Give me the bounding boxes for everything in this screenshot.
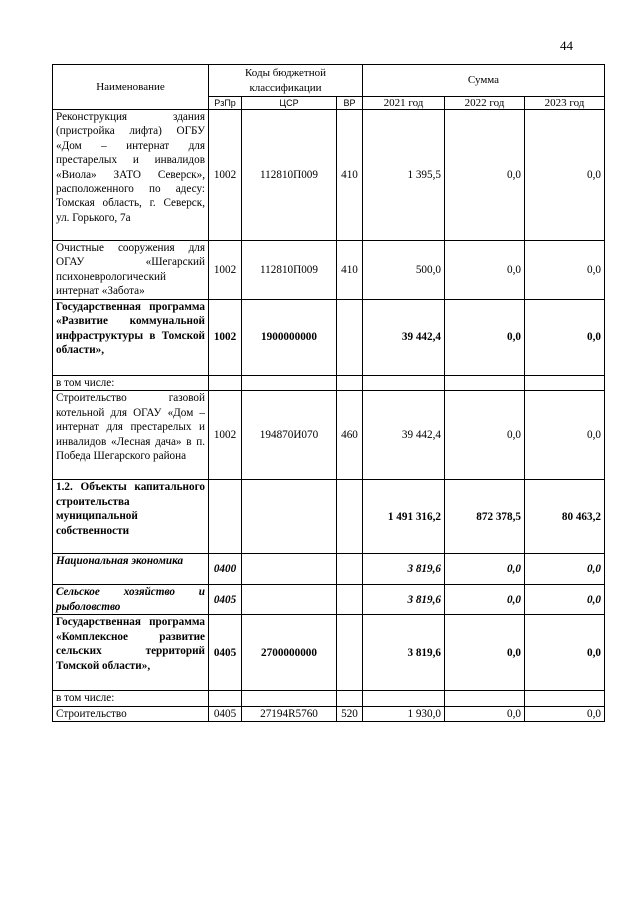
row-name: Реконструкция здания (пристройка лифта) ОГБУ «Дом – интернат для престарелых и инвалидов «Виола» ЗАТО Северск», расположенного по адесу: Томская область, г. Северск, ул. Горького, 7а — [53, 110, 209, 241]
header-csr: ЦСР — [242, 97, 337, 110]
row-2023 — [525, 691, 605, 706]
row-2022: 0,0 — [445, 706, 525, 721]
row-name: Национальная экономика — [53, 554, 209, 585]
row-2023: 0,0 — [525, 615, 605, 691]
table-row — [53, 585, 605, 615]
row-vr: 410 — [337, 241, 363, 300]
row-rzpr: 1002 — [209, 300, 242, 376]
row-2021: 39 442,4 — [363, 391, 445, 480]
row-rzpr — [209, 376, 242, 391]
header-year-2023: 2023 год — [525, 97, 605, 110]
row-2022: 0,0 — [445, 110, 525, 241]
row-name: в том числе: — [53, 376, 209, 391]
row-2023: 0,0 — [525, 241, 605, 300]
row-rzpr — [209, 480, 242, 554]
row-2023: 0,0 — [525, 554, 605, 585]
row-vr: 460 — [337, 391, 363, 480]
row-2023: 0,0 — [525, 391, 605, 480]
header-year-2021: 2021 год — [363, 97, 445, 110]
row-csr — [242, 376, 337, 391]
row-vr — [337, 615, 363, 691]
table-row — [53, 480, 605, 554]
row-vr — [337, 554, 363, 585]
row-name: Государственная программа «Развитие коммунальной инфраструктуры в Томской области», — [53, 300, 209, 376]
row-name: Государственная программа «Комплексное развитие сельских территорий Томской области», — [53, 615, 209, 691]
row-name: Сельское хозяйство и рыболовство — [53, 585, 209, 615]
row-rzpr: 0405 — [209, 706, 242, 721]
row-2021: 3 819,6 — [363, 585, 445, 615]
row-2022 — [445, 376, 525, 391]
row-vr — [337, 300, 363, 376]
row-rzpr: 1002 — [209, 110, 242, 241]
header-name: Наименование — [53, 65, 209, 110]
row-csr: 112810П009 — [242, 241, 337, 300]
row-2021: 1 930,0 — [363, 706, 445, 721]
row-2021: 1 395,5 — [363, 110, 445, 241]
row-csr — [242, 691, 337, 706]
row-csr — [242, 554, 337, 585]
row-2023: 0,0 — [525, 110, 605, 241]
row-name: Строительство — [53, 706, 209, 721]
row-csr: 2700000000 — [242, 615, 337, 691]
row-2022: 0,0 — [445, 585, 525, 615]
header-row-1 — [53, 65, 605, 97]
table-row — [53, 615, 605, 691]
row-csr: 1900000000 — [242, 300, 337, 376]
header-sum: Сумма — [363, 65, 605, 97]
row-vr — [337, 376, 363, 391]
row-rzpr: 0405 — [209, 585, 242, 615]
row-csr — [242, 585, 337, 615]
table-row — [53, 300, 605, 376]
table-row — [53, 110, 605, 241]
row-2021: 1 491 316,2 — [363, 480, 445, 554]
row-2022: 0,0 — [445, 241, 525, 300]
header-vr: ВР — [337, 97, 363, 110]
table-row — [53, 391, 605, 480]
row-2021: 3 819,6 — [363, 615, 445, 691]
row-2022: 0,0 — [445, 391, 525, 480]
row-vr — [337, 480, 363, 554]
row-2021 — [363, 691, 445, 706]
row-2023: 80 463,2 — [525, 480, 605, 554]
row-rzpr: 1002 — [209, 391, 242, 480]
row-csr: 27194R5760 — [242, 706, 337, 721]
table-row — [53, 691, 605, 706]
row-vr: 520 — [337, 706, 363, 721]
row-csr — [242, 480, 337, 554]
row-rzpr: 0405 — [209, 615, 242, 691]
row-2022: 0,0 — [445, 615, 525, 691]
row-2021: 39 442,4 — [363, 300, 445, 376]
table-row — [53, 376, 605, 391]
row-2023 — [525, 376, 605, 391]
row-rzpr: 0400 — [209, 554, 242, 585]
row-2023: 0,0 — [525, 706, 605, 721]
row-csr: 112810П009 — [242, 110, 337, 241]
row-2022: 0,0 — [445, 300, 525, 376]
budget-table — [52, 64, 605, 722]
row-vr — [337, 585, 363, 615]
row-vr: 410 — [337, 110, 363, 241]
row-rzpr — [209, 691, 242, 706]
row-2022: 0,0 — [445, 554, 525, 585]
row-csr: 194870И070 — [242, 391, 337, 480]
table-row — [53, 706, 605, 721]
row-name: 1.2. Объекты капитального строительства муниципальной собственности — [53, 480, 209, 554]
row-name: Строительство газовой котельной для ОГАУ «Дом – интернат для престарелых и инвалидов «Лесная дача» в п. Победа Шегарского района — [53, 391, 209, 480]
header-rzpr: РзПр — [209, 97, 242, 110]
row-2023: 0,0 — [525, 300, 605, 376]
row-2022: 872 378,5 — [445, 480, 525, 554]
row-rzpr: 1002 — [209, 241, 242, 300]
row-2023: 0,0 — [525, 585, 605, 615]
row-2022 — [445, 691, 525, 706]
row-name: в том числе: — [53, 691, 209, 706]
page-number: 44 — [560, 38, 573, 53]
row-2021: 500,0 — [363, 241, 445, 300]
table-row — [53, 241, 605, 300]
row-vr — [337, 691, 363, 706]
header-codes: Коды бюджетной классификации — [209, 65, 363, 97]
row-2021: 3 819,6 — [363, 554, 445, 585]
row-2021 — [363, 376, 445, 391]
row-name: Очистные сооружения для ОГАУ «Шегарский психоневрологический интернат «Забота» — [53, 241, 209, 300]
table-row — [53, 554, 605, 585]
header-year-2022: 2022 год — [445, 97, 525, 110]
